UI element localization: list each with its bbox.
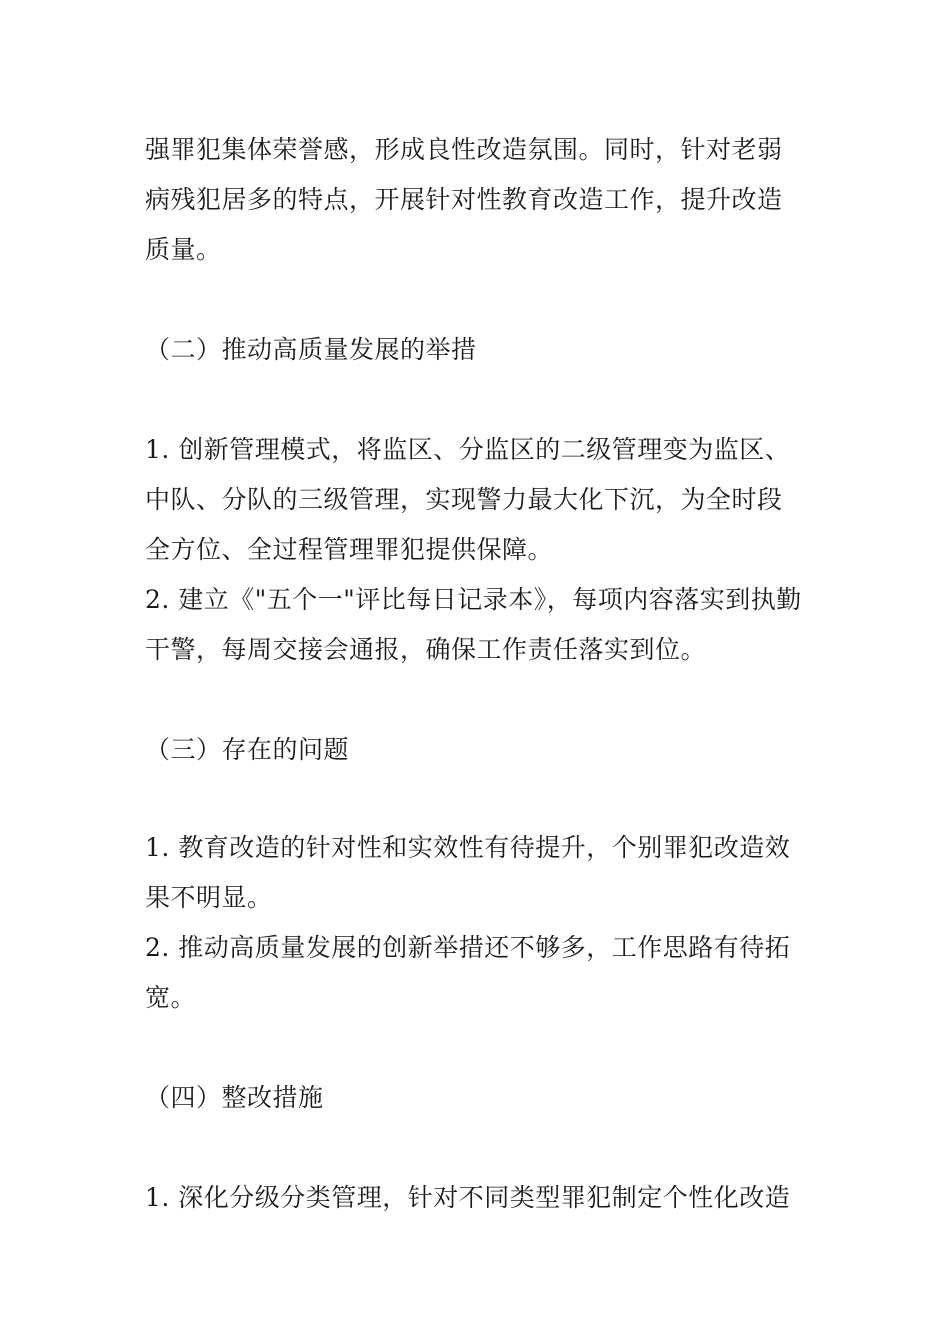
section-4-item-1-line-1: 1. 深化分级分类管理，针对不同类型罪犯制定个性化改造 <box>145 1183 791 1212</box>
section-2-heading: （二）推动高质量发展的举措 <box>145 335 477 364</box>
section-3-item-1-line-2: 果不明显。 <box>145 883 273 912</box>
section-3-heading: （三）存在的问题 <box>145 735 350 764</box>
section-4-heading: （四）整改措施 <box>145 1083 324 1112</box>
section-2-item-1-line-1: 1. 创新管理模式，将监区、分监区的二级管理变为监区、 <box>145 435 791 464</box>
section-2-item-1-line-2: 中队、分队的三级管理，实现警力最大化下沉，为全时段 <box>145 485 783 514</box>
intro-line-3: 质量。 <box>145 235 222 264</box>
section-3-item-2-line-1: 2. 推动高质量发展的创新举措还不够多，工作思路有待拓 <box>145 933 791 962</box>
section-3-item-1-line-1: 1. 教育改造的针对性和实效性有待提升，个别罪犯改造效 <box>145 833 791 862</box>
section-3-item-2-line-2: 宽。 <box>145 983 197 1012</box>
section-2-item-2-line-2: 干警，每周交接会通报，确保工作责任落实到位。 <box>145 635 707 664</box>
intro-line-1: 强罪犯集体荣誉感，形成良性改造氛围。同时，针对老弱 <box>145 135 783 164</box>
section-2-item-1-line-3: 全方位、全过程管理罪犯提供保障。 <box>145 535 554 564</box>
section-2-item-2-line-1: 2. 建立《"五个一"评比每日记录本》，每项内容落实到执勤 <box>145 585 802 614</box>
intro-line-2: 病残犯居多的特点，开展针对性教育改造工作，提升改造 <box>145 185 783 214</box>
